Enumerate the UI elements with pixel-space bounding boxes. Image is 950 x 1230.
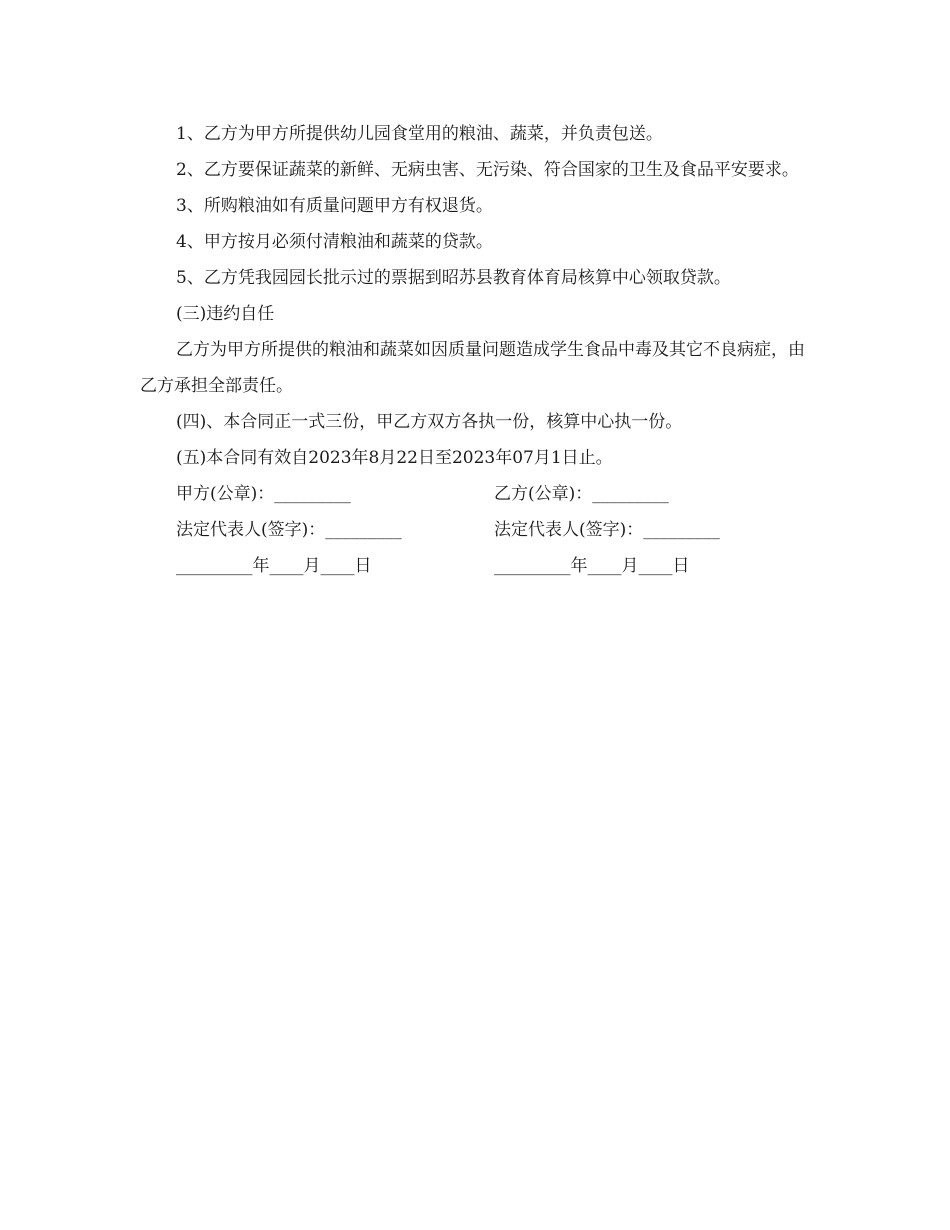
document-body (140, 116, 812, 584)
signature-row-seal (140, 476, 812, 512)
party-b-date: _________年____月____日 (494, 556, 690, 576)
section-heading-liability: (三)违约自任 (176, 304, 275, 324)
party-b-seal: 乙方(公章)：_________ (494, 484, 669, 504)
clause-5: 5、乙方凭我园园长批示过的票据到昭苏县教育体育局核算中心领取贷款。 (176, 268, 731, 288)
clause-3: 3、所购粮油如有质量问题甲方有权退货。 (176, 196, 493, 216)
clause-4: 4、甲方按月必须付清粮油和蔬菜的贷款。 (176, 232, 493, 252)
party-a-representative: 法定代表人(签字)：_________ (176, 520, 402, 540)
signature-row-date (140, 548, 812, 584)
signature-row-representative (140, 512, 812, 548)
liability-text: 乙方为甲方所提供的粮油和蔬菜如因质量问题造成学生食品中毒及其它不良病症，由乙方承担全部责任。 (140, 340, 805, 396)
section-validity: (五)本合同有效自2023年8月22日至2023年07月1日止。 (176, 448, 613, 468)
section-copies: (四)、本合同正一式三份，甲乙方双方各执一份，核算中心执一份。 (176, 412, 683, 432)
clause-2: 2、乙方要保证蔬菜的新鲜、无病虫害、无污染、符合国家的卫生及食品平安要求。 (176, 160, 799, 180)
party-b-representative: 法定代表人(签字)：_________ (494, 520, 720, 540)
party-a-seal: 甲方(公章)：_________ (176, 484, 351, 504)
party-a-date: _________年____月____日 (176, 556, 372, 576)
clause-1: 1、乙方为甲方所提供幼儿园食堂用的粮油、蔬菜，并负责包送。 (176, 124, 663, 144)
